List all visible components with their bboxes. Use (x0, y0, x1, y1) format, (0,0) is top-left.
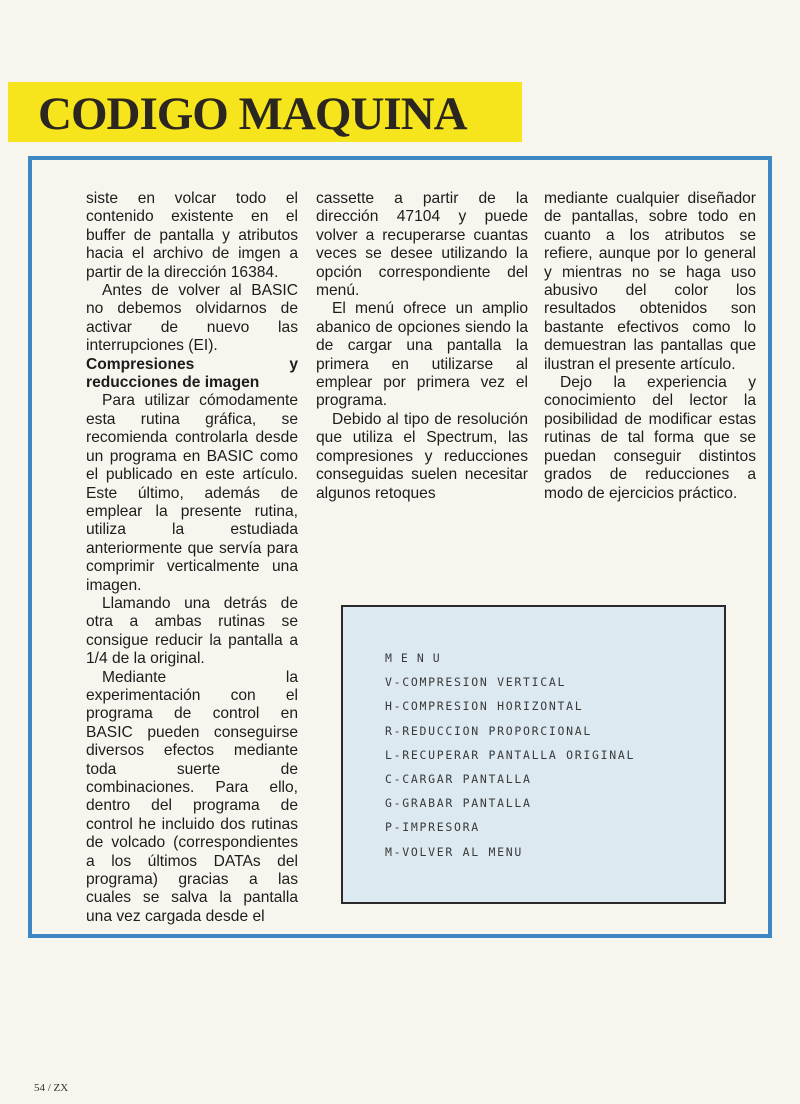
menu-option: M-VOLVER AL MENU (385, 844, 523, 859)
paragraph: cassette a partir de la dirección 47104 y puede volver a recuperarse cuantas veces se desee utilizando la opción correspondiente del menú. (316, 190, 528, 300)
column-1 (86, 190, 298, 926)
paragraph: Debido al tipo de resolución que utiliza el Spectrum, las compresiones y reducciones conseguidas suelen necesitar algunos retoques (316, 410, 528, 502)
paragraph: Mediante la experimentación con el programa de control en BASIC pueden conseguirse diversos efectos mediante toda suerte de combinaciones. Para ello, dentro del programa de control he incluido dos rutinas de volcado (correspondientes a los últimos DATAs del programa) gracias a las cuales se salva la pantalla una vez cargada desde el (86, 668, 298, 925)
menu-option: H-COMPRESION HORIZONTAL (385, 699, 584, 714)
page-title: CODIGO MAQUINA (38, 88, 467, 140)
paragraph: El menú ofrece un amplio abanico de opciones siendo la de cargar una pantalla la primera en utilizarse al emplear por primera vez el programa. (316, 300, 528, 410)
menu-screenshot (341, 605, 726, 904)
paragraph: mediante cualquier diseñador de pantallas, sobre todo en cuanto a los atributos se refiere, aunque por lo general y mientras no se haga uso abusivo del color los resultados obtenidos son bastante efectivos como lo demuestran las pantallas que ilustran el presente artículo. (544, 190, 756, 373)
paragraph: Llamando una detrás de otra a ambas rutinas se consigue reducir la pantalla a 1/4 de la original. (86, 594, 298, 668)
column-3 (544, 190, 756, 503)
menu-title: MENU (385, 651, 449, 665)
paragraph: siste en volcar todo el contenido existente en el buffer de pantalla y atributos hacia el archivo de imgen a partir de la dirección 16384. (86, 190, 298, 281)
page-number: 54 / ZX (34, 1082, 69, 1094)
paragraph: Dejo la experiencia y conocimiento del lector la posibilidad de modificar estas rutinas de tal forma que se puedan conseguir distintos grados de reducciones a modo de ejercicios práctico. (544, 374, 756, 502)
menu-option: P-IMPRESORA (385, 820, 480, 835)
menu-option: R-REDUCCION PROPORCIONAL (385, 723, 592, 738)
menu-option: C-CARGAR PANTALLA (385, 771, 532, 786)
title-banner (8, 82, 522, 142)
menu-option: G-GRABAR PANTALLA (385, 796, 532, 811)
paragraph: Antes de volver al BASIC no debemos olvidarnos de activar de nuevo las interrupciones (EI). (86, 282, 298, 355)
menu-list (385, 651, 635, 869)
section-heading: Compresiones y reducciones de imagen (86, 355, 298, 392)
menu-option: V-COMPRESION VERTICAL (385, 675, 567, 690)
column-2 (316, 190, 528, 503)
paragraph: Para utilizar cómodamente esta rutina gráfica, se recomienda controlarla desde un programa en BASIC como el publicado en este artículo. Este último, además de emplear la presente rutina, utiliza la estudiada anteriormente que servía para comprimir verticalmente una imagen. (86, 392, 298, 594)
menu-option: L-RECUPERAR PANTALLA ORIGINAL (385, 747, 636, 762)
